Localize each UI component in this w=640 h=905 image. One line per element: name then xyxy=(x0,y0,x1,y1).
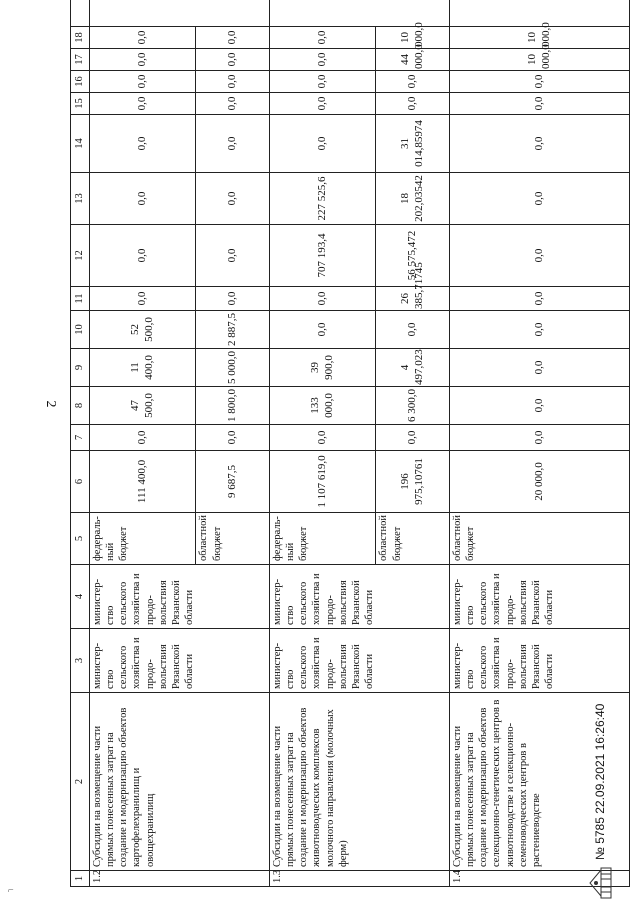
co-executor: министер-ство сельского хозяйства и продо-вольствия Рязанской области xyxy=(450,565,630,629)
column-header-4: 4 xyxy=(71,565,90,629)
measure-name: Субсидии на возмещение части прямых понесенных затрат на создание и модернизацию объектов селекционно-генетических центров в животноводстве и селекционно-семеноводческих центров в растениеводстве xyxy=(450,693,630,871)
funding-source: федераль-ный бюджет xyxy=(90,513,196,565)
amount-cell: 0,0 xyxy=(376,425,450,451)
amount-cell: 10 000,0 xyxy=(450,49,630,71)
amount-cell: 0,0 xyxy=(196,173,270,225)
amount-cell: 111 400,0 xyxy=(90,451,196,513)
amount-cell: 0,0 xyxy=(450,93,630,115)
column-header-9: 9 xyxy=(71,349,90,387)
amount-cell: 0,0 xyxy=(450,287,630,311)
amount-cell: 707 193,4 xyxy=(270,225,376,287)
amount-cell: 9 687,5 xyxy=(196,451,270,513)
registration-stamp xyxy=(580,600,620,900)
amount-cell: 0,0 xyxy=(376,71,450,93)
column-header-15: 15 xyxy=(71,93,90,115)
page-number: 2 xyxy=(43,400,58,408)
amount-cell: 0,0 xyxy=(196,115,270,173)
column-header-8: 8 xyxy=(71,387,90,425)
amount-cell: 18 202,03542 xyxy=(376,173,450,225)
table-row xyxy=(270,0,376,887)
column-header-16: 16 xyxy=(71,71,90,93)
column-header-11: 11 xyxy=(71,287,90,311)
subsidy-table xyxy=(70,0,630,887)
amount-cell: 0,0 xyxy=(196,71,270,93)
amount-cell: 0,0 xyxy=(270,49,376,71)
amount-cell: 227 525,6 xyxy=(270,173,376,225)
amount-cell: 133 000,0 xyxy=(270,387,376,425)
amount-cell: 0,0 xyxy=(270,27,376,49)
column-header-3: 3 xyxy=(71,629,90,693)
column-header-17: 17 xyxy=(71,49,90,71)
amount-cell: 196 975,10761 xyxy=(376,451,450,513)
amount-cell: 0,0 xyxy=(90,173,196,225)
amount-cell: 47 500,0 xyxy=(90,387,196,425)
amount-cell: 1 800,0 xyxy=(196,387,270,425)
column-number-header xyxy=(71,0,90,887)
amount-cell: 0,0 xyxy=(196,27,270,49)
column-header-5: 5 xyxy=(71,513,90,565)
funding-source: областной бюджет xyxy=(450,513,630,565)
column-header-10: 10 xyxy=(71,311,90,349)
co-executor: министер-ство сельского хозяйства и продо-вольствия Рязанской области xyxy=(270,565,450,629)
column-header-19 xyxy=(71,0,90,27)
amount-cell: 1 107 619,0 xyxy=(270,451,376,513)
amount-cell: 5 000,0 xyxy=(196,349,270,387)
amount-cell: 0,0 xyxy=(90,71,196,93)
amount-cell: 10 000,0 xyxy=(450,27,630,49)
amount-cell: 6 300,0 xyxy=(376,387,450,425)
amount-cell: 56 575,472 xyxy=(376,225,450,287)
column-header-2: 2 xyxy=(71,693,90,871)
row-number: 1.4 xyxy=(450,871,630,887)
row-number: 1.3 xyxy=(270,871,450,887)
column-header-18: 18 xyxy=(71,27,90,49)
amount-cell: 0,0 xyxy=(270,93,376,115)
amount-cell: 0,0 xyxy=(90,287,196,311)
amount-cell: 0,0 xyxy=(90,93,196,115)
measure-name: Субсидии на возмещение части прямых понесенных затрат на создание и модернизацию объектов картофелехранилищ и овощехранилищ xyxy=(90,693,270,871)
funding-source: федераль-ный бюджет xyxy=(270,513,376,565)
table-body xyxy=(90,0,630,887)
measure-name: Субсидии на возмещение части прямых понесенных затрат на создание и модернизацию объектов животноводческих комплексов молочного направления (молочных ферм) xyxy=(270,693,450,871)
column-header-14: 14 xyxy=(71,115,90,173)
amount-cell: 0,0 xyxy=(270,115,376,173)
amount-cell: 0,0 xyxy=(450,115,630,173)
responsible-executor: министер-ство сельского хозяйства и продо-вольствия Рязанской области xyxy=(90,629,270,693)
rotated-table-container xyxy=(70,22,630,887)
amount-cell: 0,0 xyxy=(196,287,270,311)
amount-cell: 0,0 xyxy=(450,173,630,225)
amount-cell: 4 497,023 xyxy=(376,349,450,387)
amount-cell: 52 500,0 xyxy=(90,311,196,349)
row-number: 1.2 xyxy=(90,871,270,887)
amount-cell: 11 400,0 xyxy=(90,349,196,387)
amount-cell: 26 385,71745 xyxy=(376,287,450,311)
amount-cell: 0,0 xyxy=(376,311,450,349)
amount-cell: 0,0 xyxy=(376,93,450,115)
amount-cell: 39 900,0 xyxy=(270,349,376,387)
amount-cell: 0,0 xyxy=(196,425,270,451)
amount-cell: 0,0 xyxy=(270,287,376,311)
amount-cell: 2 887,5 xyxy=(196,311,270,349)
amount-cell: 0,0 xyxy=(90,225,196,287)
amount-cell: 0,0 xyxy=(90,425,196,451)
amount-cell: 0,0 xyxy=(450,225,630,287)
column-header-12: 12 xyxy=(71,225,90,287)
amount-cell: 0,0 xyxy=(196,93,270,115)
responsible-executor: министер-ство сельского хозяйства и продо-вольствия Рязанской области xyxy=(270,629,450,693)
amount-cell: 0,0 xyxy=(270,71,376,93)
amount-cell: 0,0 xyxy=(270,425,376,451)
registration-number: № 5785 22.09.2021 16:26:40 xyxy=(593,703,607,860)
column-header-1: 1 xyxy=(71,871,90,887)
responsible-executor: министер-ство сельского хозяйства и продо-вольствия Рязанской области xyxy=(450,629,630,693)
funding-source: областной бюджет xyxy=(376,513,450,565)
table-row xyxy=(90,0,196,887)
amount-cell: 0,0 xyxy=(450,387,630,425)
amount-cell: 31 014,85974 xyxy=(376,115,450,173)
co-executor: министер-ство сельского хозяйства и продо-вольствия Рязанской области xyxy=(90,565,270,629)
column-header-13: 13 xyxy=(71,173,90,225)
amount-cell: 10 000,0 xyxy=(376,27,450,49)
scan-mark: ⌐ xyxy=(8,885,14,896)
amount-cell: 0,0 xyxy=(450,311,630,349)
amount-cell: 0,0 xyxy=(196,225,270,287)
amount-cell: 0,0 xyxy=(450,349,630,387)
amount-cell: 20 000,0 xyxy=(450,451,630,513)
amount-cell: 0,0 xyxy=(90,27,196,49)
column-19-cell xyxy=(90,0,270,27)
amount-cell: 0,0 xyxy=(90,49,196,71)
amount-cell: 0,0 xyxy=(450,71,630,93)
column-header-6: 6 xyxy=(71,451,90,513)
amount-cell: 0,0 xyxy=(270,311,376,349)
column-header-7: 7 xyxy=(71,425,90,451)
funding-source: областной бюджет xyxy=(196,513,270,565)
amount-cell: 0,0 xyxy=(196,49,270,71)
amount-cell: 0,0 xyxy=(450,425,630,451)
amount-cell: 44 000,0 xyxy=(376,49,450,71)
amount-cell: 0,0 xyxy=(90,115,196,173)
seal-icon xyxy=(587,866,613,900)
